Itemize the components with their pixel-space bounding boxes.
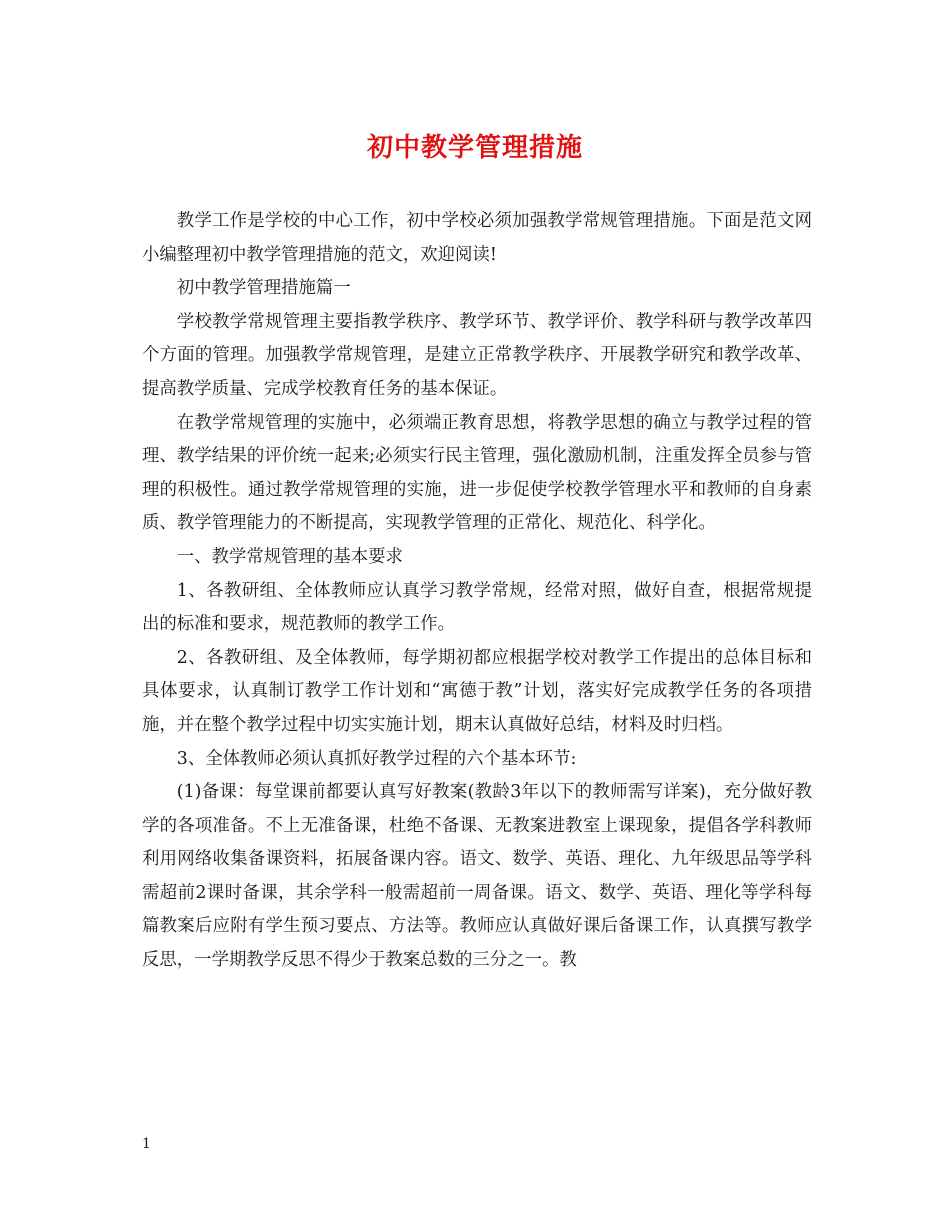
document-title: 初中教学管理措施 bbox=[366, 133, 583, 163]
page-number: 1 bbox=[142, 1136, 151, 1152]
paragraph: 3、全体教师必须认真抓好教学过程的六个基本环节: bbox=[176, 748, 577, 769]
paragraph: 教学工作是学校的中心工作，初中学校必须加强教学常规管理措施。下面是范文网小编整理初中教学管理措施的范文，欢迎阅读! bbox=[142, 211, 812, 265]
section-heading: 初中教学管理措施篇一 bbox=[176, 278, 351, 299]
paragraph: 2、各教研组、及全体教师，每学期初都应根据学校对教学工作提出的总体目标和具体要求，认真制订教学工作计划和“寓德于教”计划，落实好完成教学任务的各项措施，并在整个教学过程中切实实施计划，期末认真做好总结，材料及时归档。 bbox=[142, 647, 812, 735]
document-body bbox=[142, 205, 812, 978]
paragraph: 在教学常规管理的实施中，必须端正教育思想，将教学思想的确立与教学过程的管理、教学结果的评价统一起来;必须实行民主管理，强化激励机制，注重发挥全员参与管理的积极性。通过教学常规管理的实施，进一步促使学校教学管理水平和教师的自身素质、教学管理能力的不断提高，实现教学管理的正常化、规范化、科学化。 bbox=[142, 412, 812, 534]
paragraph: 学校教学常规管理主要指教学秩序、教学环节、教学评价、教学科研与教学改革四个方面的管理。加强教学常规管理，是建立正常教学秩序、开展教学研究和教学改革、提高教学质量、完成学校教育任务的基本保证。 bbox=[142, 311, 812, 399]
paragraph: (1)备课：每堂课前都要认真写好教案(教龄3年以下的教师需写详案)，充分做好教学的各项准备。不上无准备课，杜绝不备课、无教案进教室上课现象，提倡各学科教师利用网络收集备课资料，拓展备课内容。语文、数学、英语、理化、九年级思品等学科需超前2课时备课，其余学科一般需超前一周备课。语文、数学、英语、理化等学科每篇教案后应附有学生预习要点、方法等。教师应认真做好课后备课工作，认真撰写教学反思，一学期教学反思不得少于教案总数的三分之一。教 bbox=[142, 782, 812, 971]
paragraph: 1、各教研组、全体教师应认真学习教学常规，经常对照，做好自查，根据常规提出的标准和要求，规范教师的教学工作。 bbox=[142, 580, 812, 635]
section-heading: 一、教学常规管理的基本要求 bbox=[176, 546, 403, 567]
